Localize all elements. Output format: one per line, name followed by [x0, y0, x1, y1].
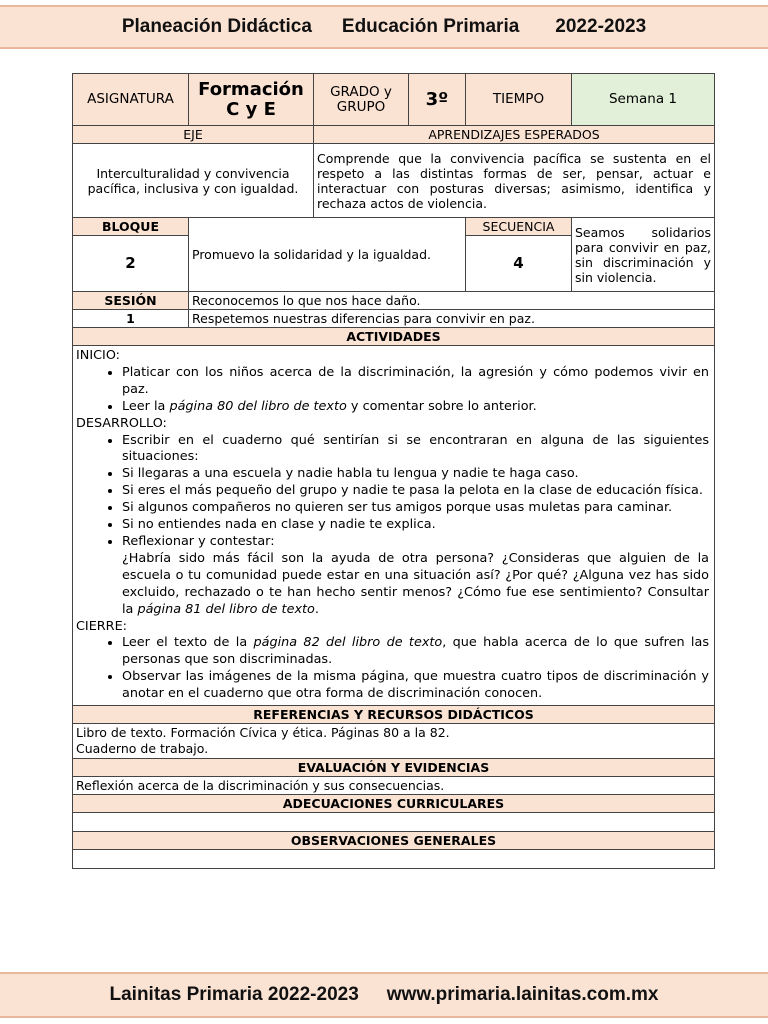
tiempo-value: Semana 1	[572, 74, 715, 126]
desarrollo-item-6	[122, 534, 709, 619]
aprendizajes-label: APRENDIZAJES ESPERADOS	[314, 126, 715, 144]
doc-level: Educación Primaria	[341, 16, 520, 37]
grado-value: 3º	[409, 74, 466, 126]
observaciones-label: OBSERVACIONES GENERALES	[73, 832, 715, 850]
actividades-label: ACTIVIDADES	[73, 328, 715, 346]
grado-label-1: GRADO y	[330, 83, 392, 100]
desarrollo-item-5: • Si no entiendes nada en clase y nadie te explica.	[122, 517, 709, 534]
desarrollo-item-2: • Si llegaras a una escuela y nadie habla tu lengua y nadie te haga caso.	[122, 466, 709, 483]
asignatura-line2: C y E	[226, 98, 276, 120]
secuencia-number: 4	[466, 236, 572, 292]
actividades-content	[73, 346, 715, 706]
inicio-item-2	[122, 399, 709, 416]
doc-year: 2022-2023	[555, 16, 647, 37]
footer-url[interactable]: www.primaria.lainitas.com.mx	[386, 984, 659, 1005]
grado-label-2: GRUPO	[336, 98, 386, 115]
doc-title: Planeación Didáctica	[121, 16, 312, 37]
evaluacion-text: Reflexión acerca de la discriminación y sus consecuencias.	[73, 777, 715, 795]
evaluacion-label: EVALUACIÓN Y EVIDENCIAS	[73, 759, 715, 777]
grado-label	[314, 74, 409, 126]
inicio-item-2-ref: página 80 del libro de texto	[169, 398, 347, 414]
sesion-line2: Respetemos nuestras diferencias para convivir en paz.	[189, 310, 715, 328]
inicio-item-2-pre: Leer la	[122, 398, 170, 414]
referencias-content	[73, 724, 715, 759]
inicio-label: INICIO:	[76, 348, 120, 363]
cierre-list	[76, 635, 709, 703]
desarrollo-list	[76, 433, 709, 619]
desarrollo-item-6-body: ¿Habría sido más fácil son la ayuda de otra persona? ¿Consideras que alguien de la escuela o tu comunidad puede estar en una situación así? ¿Por qué? ¿Alguna vez has sido excluido, rechazado o te han hecho sentir menos? ¿Cómo fue ese sentimiento? Consultar la	[122, 550, 709, 617]
secuencia-text: Seamos solidarios para convivir en paz, sin discriminación y sin violencia.	[572, 218, 715, 292]
desarrollo-item-6-ref: página 81 del libro de texto	[137, 601, 315, 617]
tiempo-label: TIEMPO	[466, 74, 572, 126]
footer-banner	[0, 972, 768, 1018]
asignatura-label: ASIGNATURA	[73, 74, 189, 126]
desarrollo-item-6-title: • Reflexionar y contestar:	[122, 533, 275, 549]
sesion-line1: Reconocemos lo que nos hace daño.	[189, 292, 715, 310]
observaciones-content	[73, 850, 715, 869]
cierre-item-2: • Observar las imágenes de la misma página, que muestra cuatro tipos de discriminación y anotar en el cuaderno que otra forma de discriminación conocen.	[122, 669, 709, 703]
desarrollo-item-1: • Escribir en el cuaderno qué sentirían si se encontraran en alguna de las siguientes situaciones:	[122, 433, 709, 467]
bloque-number: 2	[73, 236, 189, 292]
eje-value: Interculturalidad y convivencia pacífica, inclusiva y con igualdad.	[73, 144, 314, 218]
desarrollo-label: DESARROLLO:	[76, 415, 167, 431]
secuencia-label: SECUENCIA	[466, 218, 572, 236]
sesion-label: SESIÓN	[73, 292, 189, 310]
aprendizajes-value: Comprende que la convivencia pacífica se sustenta en el respeto a las distintas formas de ser, pensar, actuar e interactuar con posturas diversas; asimismo, identifica y rechaza actos de violencia.	[314, 144, 715, 218]
asignatura-line1: Formación	[198, 78, 304, 100]
cierre-item-1-pre: Leer el texto de la	[122, 635, 254, 651]
cierre-label: CIERRE:	[76, 618, 127, 634]
referencias-line2: Cuaderno de trabajo.	[76, 741, 209, 757]
eje-label: EJE	[73, 126, 314, 144]
referencias-label: REFERENCIAS Y RECURSOS DIDÁCTICOS	[73, 706, 715, 724]
adecuaciones-content	[73, 813, 715, 832]
bloque-text: Promuevo la solidaridad y la igualdad.	[189, 218, 466, 292]
header-banner	[0, 5, 768, 49]
inicio-item-1: • Platicar con los niños acerca de la discriminación, la agresión y cómo podemos vivir en paz.	[122, 365, 709, 399]
desarrollo-item-3: • Si eres el más pequeño del grupo y nadie te pasa la pelota en la clase de educación física.	[122, 483, 709, 500]
cierre-item-1	[122, 635, 709, 669]
adecuaciones-label: ADECUACIONES CURRICULARES	[73, 795, 715, 813]
referencias-line1: Libro de texto. Formación Cívica y ética. Páginas 80 a la 82.	[76, 725, 450, 741]
inicio-item-2-post: y comentar sobre lo anterior.	[346, 398, 537, 414]
footer-brand: Lainitas Primaria 2022-2023	[109, 984, 359, 1005]
sesion-number: 1	[73, 310, 189, 328]
desarrollo-item-4: • Si algunos compañeros no quieren ser tus amigos porque usas muletas para caminar.	[122, 500, 709, 517]
bloque-label: BLOQUE	[73, 218, 189, 236]
desarrollo-item-6-text	[122, 551, 709, 619]
desarrollo-item-6-end: .	[314, 601, 319, 617]
asignatura-value	[189, 74, 314, 126]
cierre-item-1-post: , que habla acerca de lo que sufren las personas que son discriminadas.	[122, 635, 709, 668]
planning-table	[72, 73, 715, 869]
inicio-list	[76, 365, 709, 416]
cierre-item-1-ref: página 82 del libro de texto	[253, 635, 443, 651]
